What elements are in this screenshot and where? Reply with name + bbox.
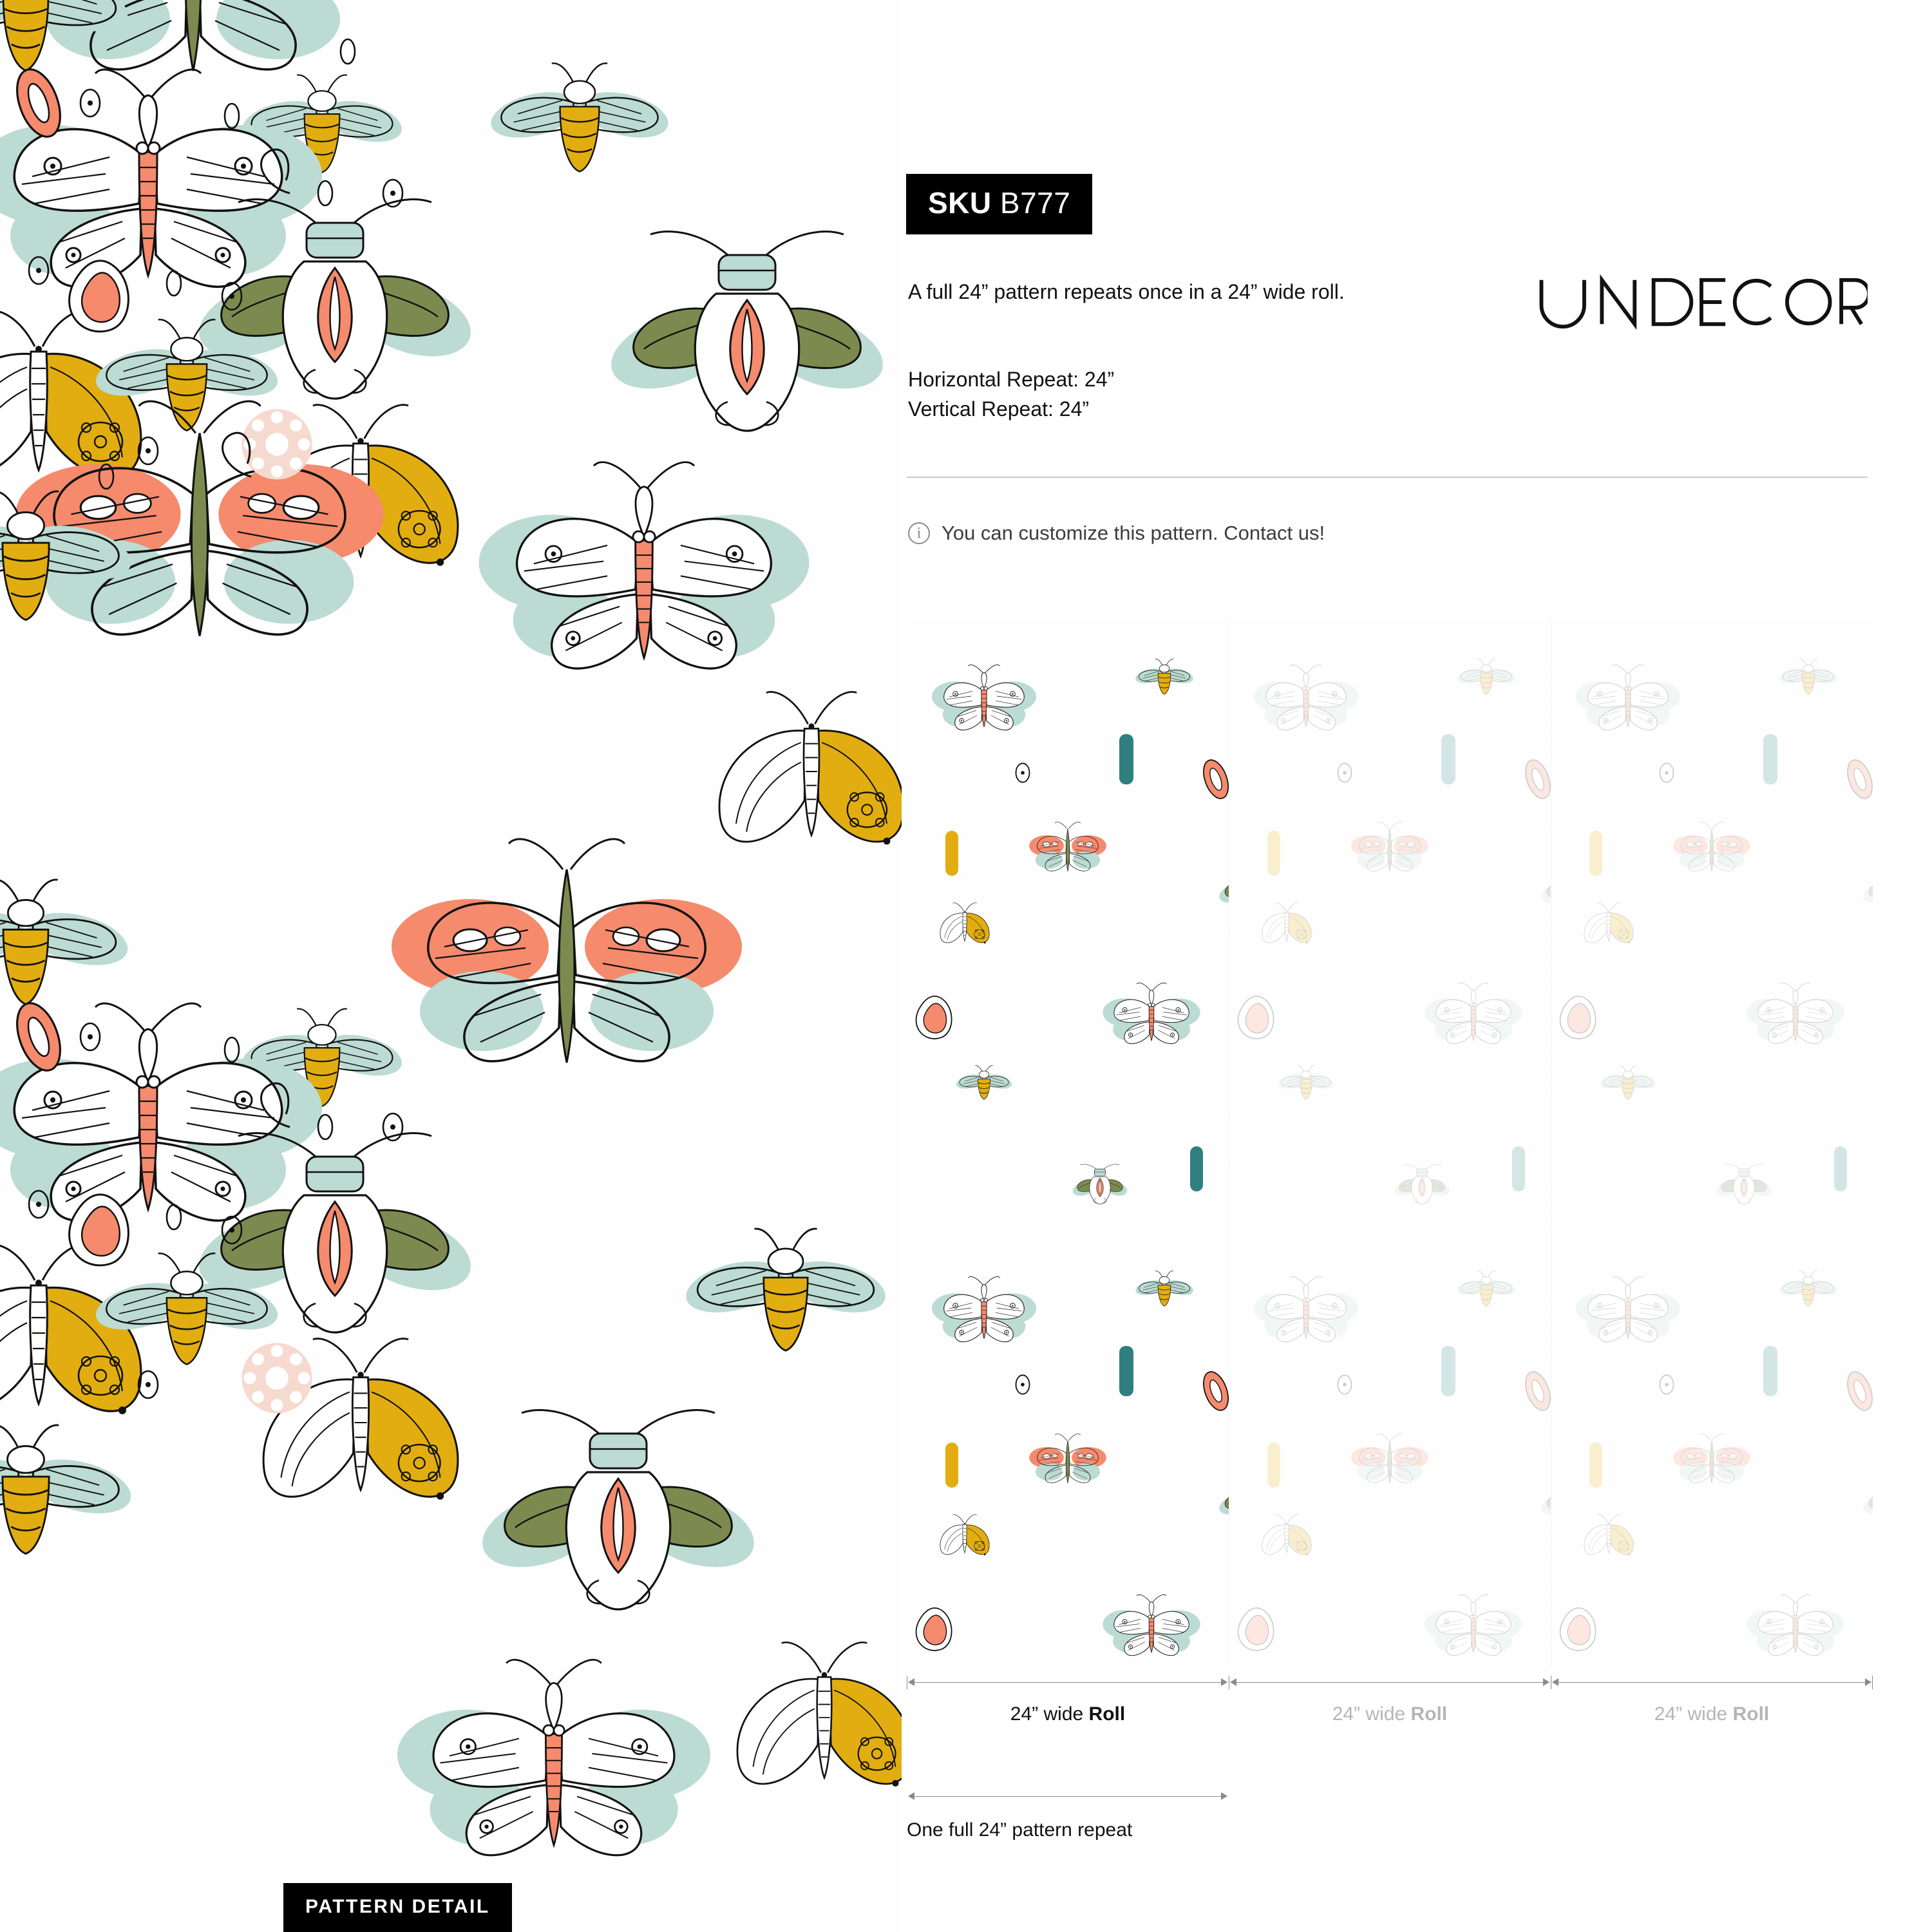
roll-label-2 [1229, 1703, 1551, 1725]
roll-pattern-3 [1551, 618, 1873, 1668]
horizontal-repeat: Horizontal Repeat: 24” [908, 368, 1115, 391]
repeat-measurements [908, 365, 1359, 424]
ondecor-logo [1533, 274, 1868, 332]
roll-label-2-prefix: 24” wide [1332, 1703, 1411, 1725]
vertical-repeat: Vertical Repeat: 24” [908, 397, 1090, 421]
pattern-detail-artwork [0, 0, 902, 1932]
customize-notice [908, 522, 1325, 545]
roll-label-1-prefix: 24” wide [1010, 1703, 1089, 1725]
pattern-detail-panel [0, 0, 902, 1932]
roll-preview-group [907, 618, 1873, 1668]
roll-preview-2 [1229, 618, 1551, 1668]
roll-label-3-prefix: 24” wide [1654, 1703, 1733, 1725]
roll-label-1 [907, 1703, 1229, 1725]
info-panel [902, 0, 1932, 1932]
info-icon: i [908, 522, 930, 544]
section-divider [907, 477, 1868, 478]
repeat-measure-arrow [907, 1787, 1235, 1806]
roll-pattern-1 [907, 618, 1229, 1668]
roll-pattern-2 [1229, 618, 1551, 1668]
roll-label-1-bold: Roll [1088, 1703, 1126, 1725]
pattern-detail-badge: PATTERN DETAIL [283, 1883, 512, 1932]
roll-label-3-bold: Roll [1732, 1703, 1770, 1725]
roll-preview-3 [1551, 618, 1873, 1668]
sku-badge [906, 174, 1092, 234]
repeat-caption: One full 24” pattern repeat [907, 1819, 1133, 1841]
sku-value: B777 [999, 186, 1071, 220]
sku-label: SKU [928, 186, 992, 220]
repeat-description: A full 24” pattern repeats once in a 24” wide roll. [908, 280, 1345, 303]
customize-text: You can customize this pattern. Contact us! [942, 522, 1325, 544]
roll-label-2-bold: Roll [1410, 1703, 1448, 1725]
roll-measure-arrows [907, 1673, 1873, 1692]
roll-preview-1 [907, 618, 1229, 1668]
roll-label-3 [1551, 1703, 1873, 1725]
